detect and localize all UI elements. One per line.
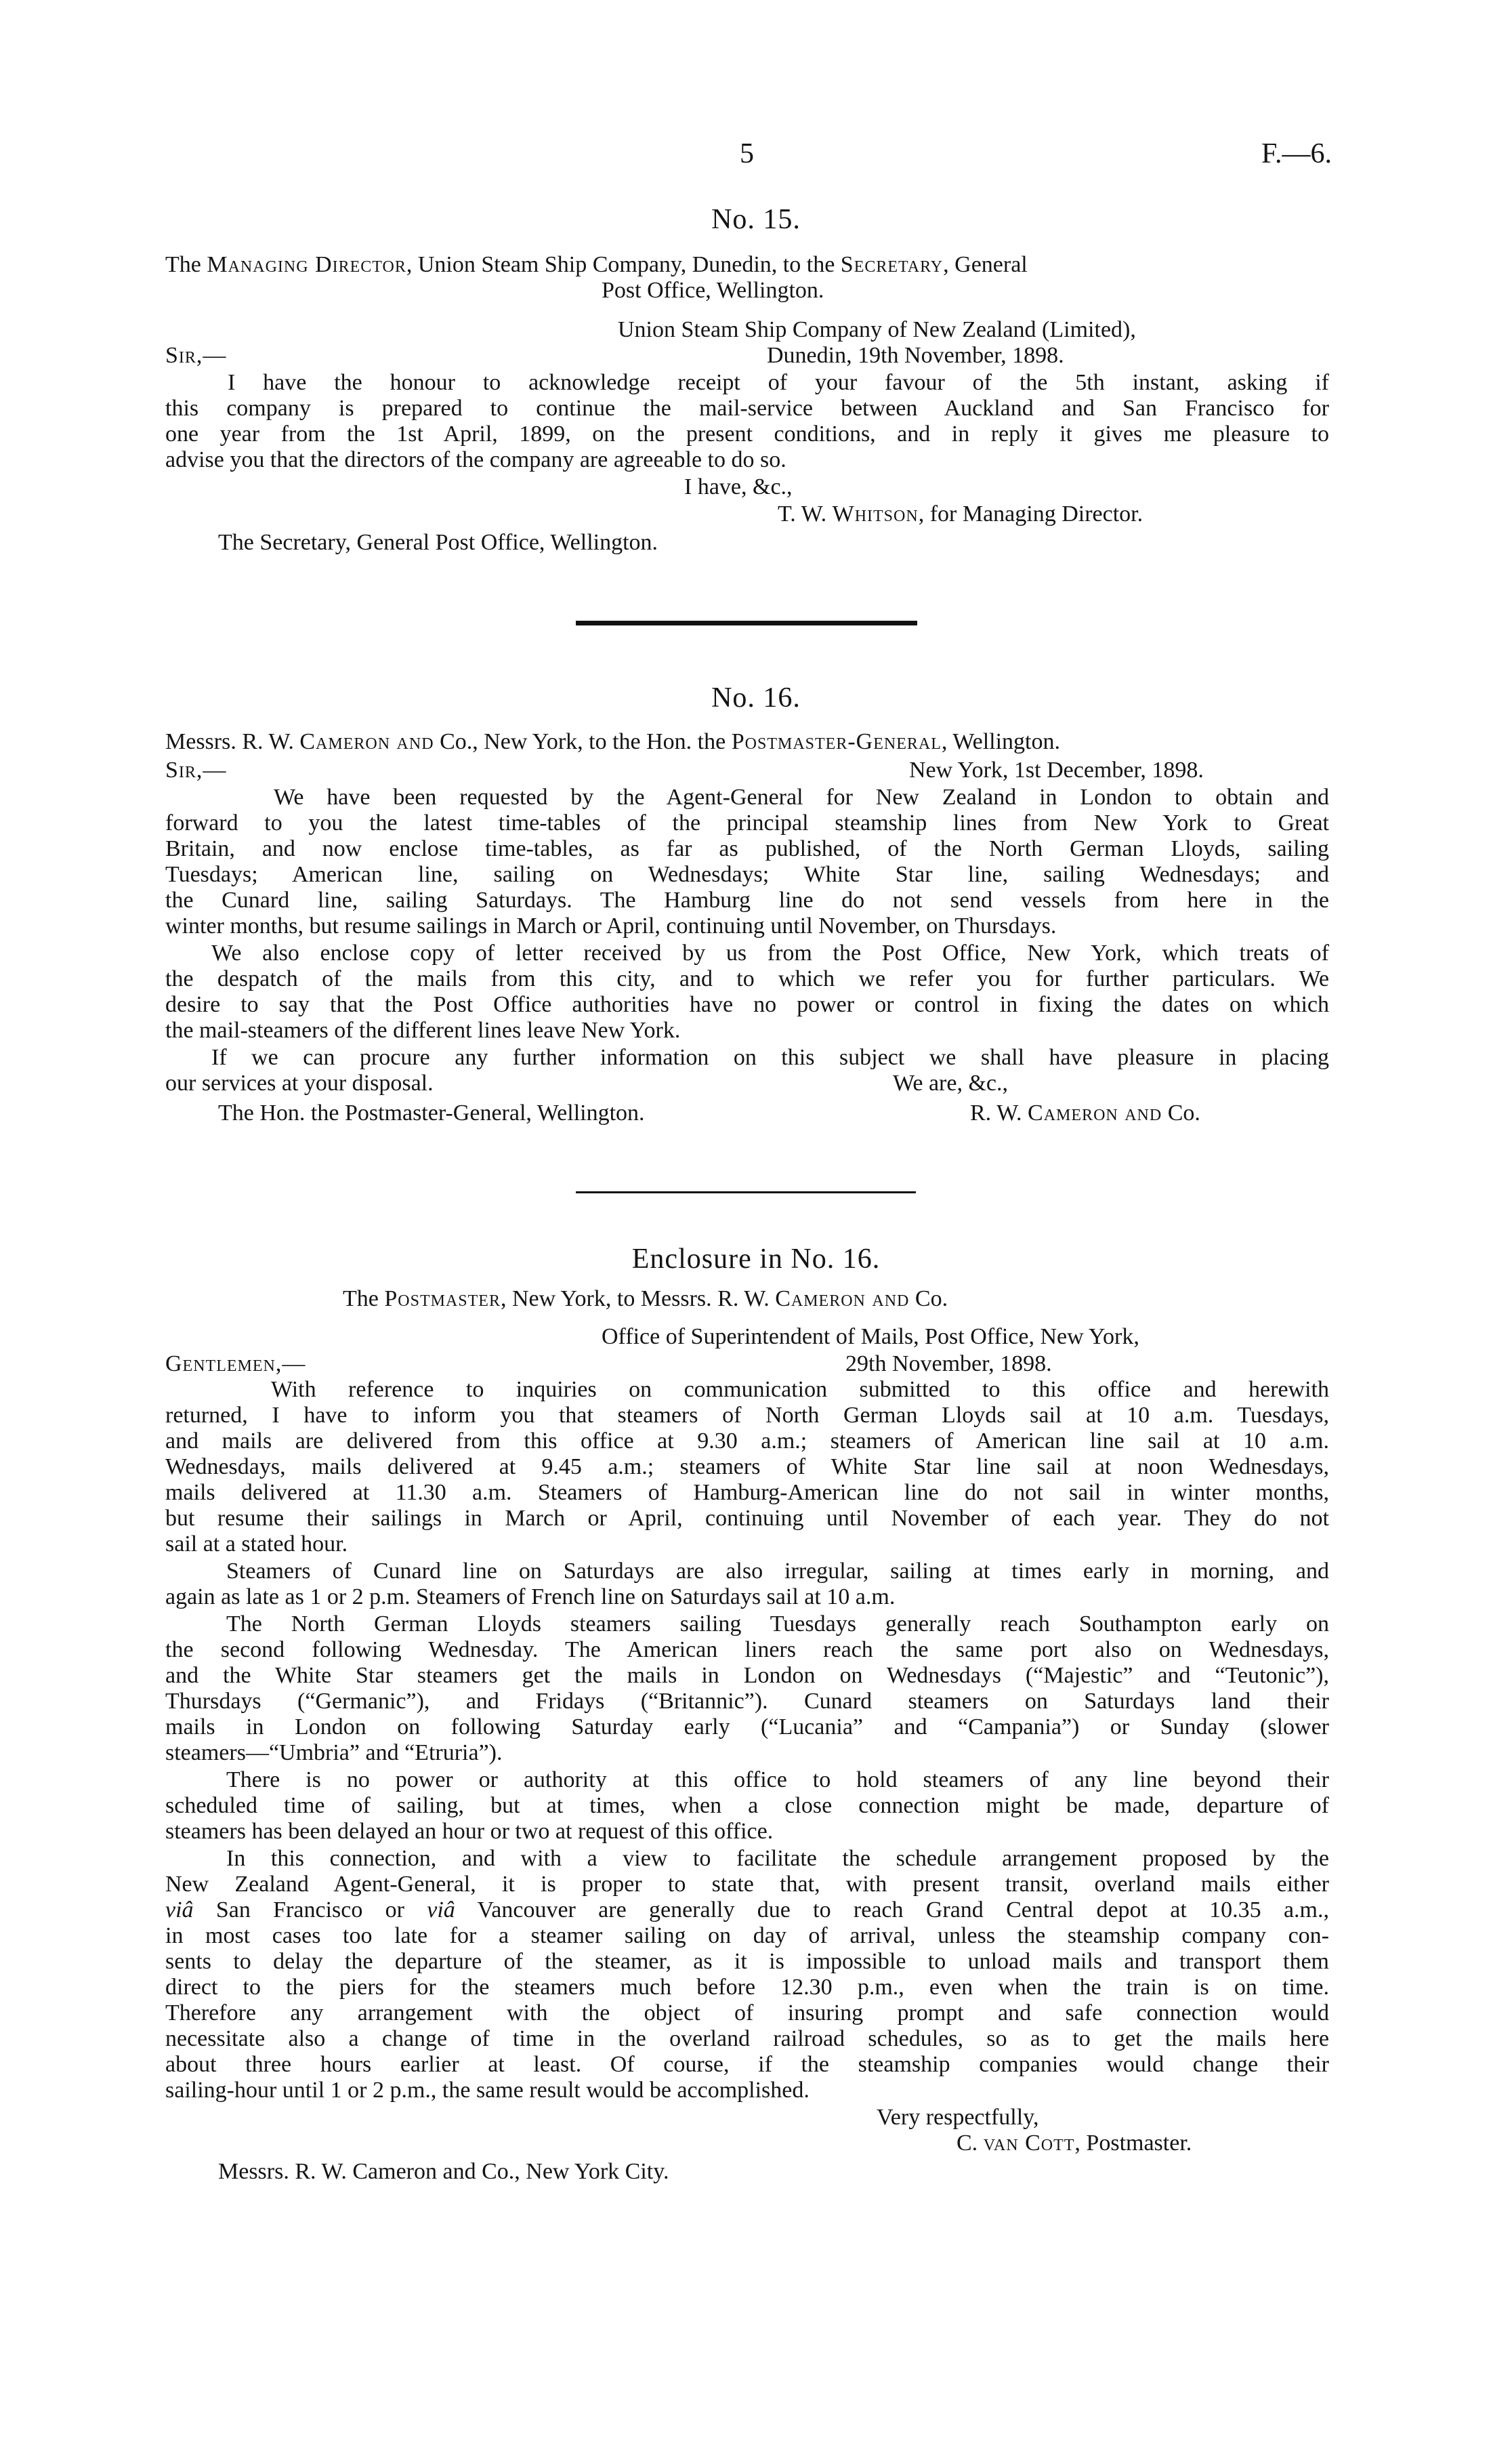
no16-title: Messrs. R. W. Cameron and Co., New York, to the Hon. the Postmaster-General, Wellington. (165, 729, 1060, 754)
enclosure-salutation: Gentlemen,— (165, 1351, 306, 1376)
no16-body-line: forward to you the latest time-tables of the principal steamship lines from New York to Great (165, 810, 1329, 836)
enclosure-addressee: Messrs. R. W. Cameron and Co., New York City. (218, 2159, 669, 2184)
enclosure-address-line1: Office of Superintendent of Mails, Post Office, New York, (602, 1324, 1139, 1349)
enclosure-signature: C. van Cott, Postmaster. (957, 2131, 1192, 2156)
enclosure-body-line: steamers—“Umbria” and “Etruria”). (165, 1740, 503, 1765)
enclosure-body-line: necessitate also a change of time in the overland railroad schedules, so as to get the mails here (165, 2026, 1329, 2051)
no16-body-line: winter months, but resume sailings in March or April, continuing until November, on Thursdays. (165, 913, 1057, 939)
no15-closing: I have, &c., (684, 474, 793, 499)
enclosure-body-line: returned, I have to inform you that steamers of North German Lloyds sail at 10 a.m. Tuesdays, (165, 1403, 1329, 1428)
no15-signature: T. W. Whitson, for Managing Director. (778, 501, 1143, 527)
page-number: 5 (740, 138, 754, 169)
no16-addressee: The Hon. the Postmaster-General, Wellington. (218, 1100, 645, 1126)
enclosure-body-line: Therefore any arrangement with the object of insuring prompt and safe connection would (165, 2000, 1329, 2025)
section-divider (576, 621, 917, 625)
enclosure-body-line: There is no power or authority at this office to hold steamers of any line beyond their (226, 1767, 1329, 1792)
enclosure-body-line: Steamers of Cunard line on Saturdays are also irregular, sailing at times early in morning, and (226, 1559, 1329, 1584)
enclosure-title: The Postmaster, New York, to Messrs. R. W. Cameron and Co. (343, 1286, 948, 1311)
enclosure-body-line: direct to the piers for the steamers much before 12.30 p.m., even when the train is on time. (165, 1975, 1329, 2000)
enclosure-body-line: steamers has been delayed an hour or two at request of this office. (165, 1819, 774, 1844)
section-heading-no16: No. 16. (711, 682, 801, 714)
enclosure-body-line: again as late as 1 or 2 p.m. Steamers of French line on Saturdays sail at 10 a.m. (165, 1584, 896, 1609)
enclosure-body-line: and the White Star steamers get the mails in London on Wednesdays (“Majestic” and “Teutonic”), (165, 1663, 1329, 1688)
enclosure-body-line: New Zealand Agent-General, it is proper to state that, with present transit, overland mails either (165, 1872, 1329, 1897)
enclosure-body-line: Thursdays (“Germanic”), and Fridays (“Britannic”). Cunard steamers on Saturdays land their (165, 1689, 1329, 1714)
enclosure-body-line: the second following Wednesday. The American liners reach the same port also on Wednesdays, (165, 1637, 1329, 1662)
enclosure-body-line: but resume their sailings in March or April, continuing until November of each year. They do not (165, 1506, 1329, 1531)
no15-addressee: The Secretary, General Post Office, Wellington. (218, 530, 658, 555)
enclosure-body-line: scheduled time of sailing, but at times, when a close connection might be made, departure of (165, 1793, 1329, 1818)
no16-body-line: desire to say that the Post Office authorities have no power or control in fixing the dates on which (165, 992, 1329, 1017)
enclosure-body-line: sailing-hour until 1 or 2 p.m., the same result would be accomplished. (165, 2078, 810, 2103)
no16-body-line: Tuesdays; American line, sailing on Wednesdays; White Star line, sailing Wednesdays; and (165, 862, 1329, 887)
no15-salutation: Sir,— (165, 343, 227, 368)
no16-body-line: Britain, and now enclose time-tables, as far as published, of the North German Lloyds, sailing (165, 836, 1329, 861)
enclosure-body-line: With reference to inquiries on communication submitted to this office and herewith (271, 1377, 1329, 1402)
no16-closing: We are, &c., (893, 1071, 1008, 1096)
no15-address-line2: Dunedin, 19th November, 1898. (767, 343, 1064, 368)
enclosure-body-line: sents to delay the departure of the steamer, as it is impossible to unload mails and transport them (165, 1949, 1329, 1974)
no16-body-line: We have been requested by the Agent-General for New Zealand in London to obtain and (274, 785, 1329, 810)
no15-body-line: one year from the 1st April, 1899, on the present conditions, and in reply it gives me pleasure to (165, 421, 1329, 447)
enclosure-closing: Very respectfully, (877, 2105, 1039, 2130)
enclosure-body-line: and mails are delivered from this office at 9.30 a.m.; steamers of American line sail at 10 a.m. (165, 1428, 1329, 1454)
enclosure-body-line: In this connection, and with a view to facilitate the schedule arrangement proposed by the (226, 1846, 1329, 1871)
no15-address-line1: Union Steam Ship Company of New Zealand (Limited), (618, 317, 1136, 342)
enclosure-body-line: in most cases too late for a steamer sailing on day of arrival, unless the steamship company con- (165, 1923, 1329, 1948)
no16-body-line: We also enclose copy of letter received by us from the Post Office, New York, which treats of (211, 941, 1329, 966)
no16-body-line: the despatch of the mails from this city, and to which we refer you for further particulars. We (165, 966, 1329, 991)
section-heading-enclosure: Enclosure in No. 16. (631, 1243, 881, 1275)
section-divider (576, 1191, 916, 1193)
no16-body-line: the mail-steamers of the different lines leave New York. (165, 1018, 681, 1043)
no16-last-line: our services at your disposal. (165, 1071, 434, 1096)
enclosure-body-line: The North German Lloyds steamers sailing Tuesdays generally reach Southampton early on (226, 1611, 1329, 1637)
enclosure-date: 29th November, 1898. (845, 1351, 1052, 1376)
enclosure-via-line: viâ San Francisco or viâ Vancouver are generally due to reach Grand Central depot at 10.35 a.m., (165, 1897, 1329, 1922)
no15-title-line1: The Managing Director, Union Steam Ship Company, Dunedin, to the Secretary, General (165, 252, 1028, 277)
no15-body-line: advise you that the directors of the company are agreeable to do so. (165, 447, 786, 472)
no16-signature: R. W. Cameron and Co. (970, 1100, 1200, 1126)
enclosure-body-line: sail at a stated hour. (165, 1531, 348, 1557)
document-reference: F.—6. (1261, 138, 1332, 169)
enclosure-body-line: Wednesdays, mails delivered at 9.45 a.m.; steamers of White Star line sail at noon Wednesdays, (165, 1454, 1329, 1479)
no16-body-line: If we can procure any further information on this subject we shall have pleasure in placing (211, 1045, 1329, 1070)
no15-body-line: this company is prepared to continue the mail-service between Auckland and San Francisco for (165, 396, 1329, 421)
enclosure-body-line: about three hours earlier at least. Of course, if the steamship companies would change their (165, 2052, 1329, 2077)
no15-title-line2: Post Office, Wellington. (602, 278, 824, 303)
enclosure-body-line: mails in London on following Saturday early (“Lucania” and “Campania”) or Sunday (slower (165, 1714, 1329, 1740)
section-heading-no15: No. 15. (711, 204, 801, 235)
no16-date: New York, 1st December, 1898. (909, 758, 1204, 783)
no15-body-line: I have the honour to acknowledge receipt of your favour of the 5th instant, asking if (228, 370, 1329, 395)
no16-body-line: the Cunard line, sailing Saturdays. The Hamburg line do not send vessels from here in the (165, 888, 1329, 913)
no16-salutation: Sir,— (165, 758, 227, 783)
enclosure-body-line: mails delivered at 11.30 a.m. Steamers of Hamburg-American line do not sail in winter months, (165, 1480, 1329, 1505)
